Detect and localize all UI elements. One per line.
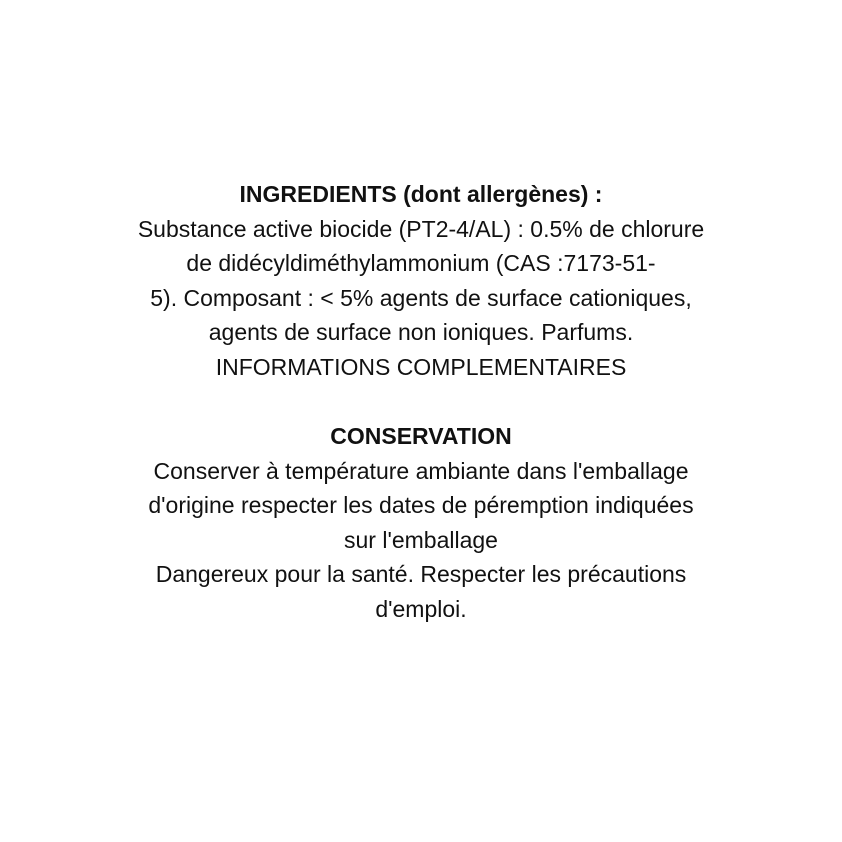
- ingredients-line: 5). Composant : < 5% agents de surface cationiques,: [150, 284, 692, 311]
- warning-line: Dangereux pour la santé. Respecter les précautions: [155, 561, 687, 587]
- ingredients-heading: INGREDIENTS (dont allergènes) :: [239, 181, 603, 207]
- conservation-line: d'origine respecter les dates de péremption indiquées: [148, 492, 694, 518]
- complementary-info-line: INFORMATIONS COMPLEMENTAIRES: [215, 353, 627, 380]
- conservation-line: Conserver à température ambiante dans l'emballage: [153, 457, 689, 484]
- conservation-line: sur l'emballage: [344, 526, 498, 553]
- ingredients-line: Substance active biocide (PT2-4/AL) : 0.5% de chlorure: [137, 215, 705, 242]
- ingredients-line: de didécyldiméthylammonium (CAS :7173-51-: [186, 250, 656, 276]
- section-spacer: [0, 384, 842, 419]
- ingredients-line: agents de surface non ioniques. Parfums.: [208, 319, 634, 345]
- warning-line: d'emploi.: [375, 595, 467, 622]
- product-info-text: [0, 177, 842, 626]
- conservation-heading: CONSERVATION: [330, 423, 512, 449]
